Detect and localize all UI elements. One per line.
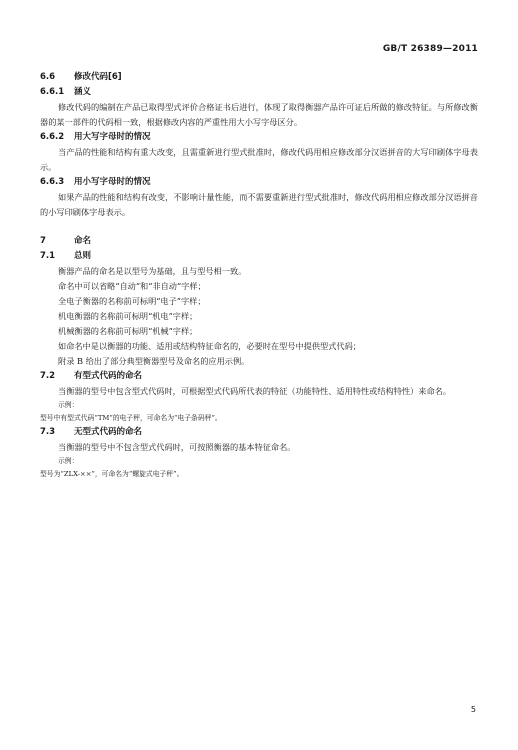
- heading-6-6: [40, 70, 478, 85]
- example-label: 示例：: [58, 401, 79, 409]
- paragraph-6-6-3: 如果产品的性能和结构有改变，不影响计量性能，而不需要重新进行型式批准时，修改代码用相应修改部分汉语拼音的小写印刷体字母表示。: [40, 192, 478, 217]
- paragraph-7-3: 当衡器的型号中不包含型式代码时，可按照衡器的基本特征命名。: [58, 442, 296, 452]
- heading-title: 有型式代码的命名: [74, 371, 143, 381]
- heading-7: [40, 234, 478, 249]
- heading-7-1: [40, 249, 478, 264]
- general-line: 机械衡器的名称前可标明“机械”字样；: [58, 326, 198, 336]
- heading-7-2: [40, 369, 478, 384]
- heading-title: 修改代码[6]: [74, 72, 122, 82]
- heading-title: 总则: [74, 251, 92, 261]
- heading-number: 7.2: [40, 371, 56, 381]
- standard-code: GB/T 26389—2011: [382, 44, 478, 54]
- heading-6-6-2: [40, 130, 478, 145]
- heading-title: 无型式代码的命名: [74, 427, 143, 437]
- paragraph-7-2: 当衡器的型号中包含型式代码时，可根据型式代码所代表的特征（功能特性、适用特性或结构特性）来命名。: [58, 386, 452, 396]
- example-label: 示例：: [58, 457, 79, 465]
- general-line: 附录 B 给出了部分典型衡器型号及命名的应用示例。: [58, 356, 250, 366]
- heading-number: 6.6.2: [40, 132, 65, 142]
- heading-number: 6.6.3: [40, 177, 65, 187]
- heading-number: 6.6.1: [40, 87, 65, 97]
- heading-7-3: [40, 425, 478, 440]
- heading-title: 用小写字母时的情况: [74, 177, 151, 187]
- heading-title: 涵义: [74, 87, 92, 97]
- general-line: 如命名中是以衡器的功能、适用或结构特征命名的，必要时在型号中提供型式代码；: [58, 341, 361, 351]
- paragraph-6-6-1: 修改代码的编制在产品已取得型式评价合格证书后进行，体现了取得衡器产品许可证后所做的修改特征。与所修改衡器的某一部件的代码相一致，根据修改内容的严重性用大小写字母区分。: [40, 102, 478, 127]
- heading-number: 7.1: [40, 251, 56, 261]
- heading-6-6-3: [40, 175, 478, 190]
- heading-number: 7.3: [40, 427, 56, 437]
- heading-6-6-1: [40, 85, 478, 100]
- page-number: 5: [470, 705, 476, 714]
- general-line: 机电衡器的名称前可标明“机电”字样；: [58, 311, 198, 321]
- example-text: 型号中有型式代码“TM”的电子秤，可命名为“电子条码秤”。: [40, 414, 222, 422]
- general-line: 衡器产品的命名是以型号为基础，且与型号相一致。: [58, 266, 247, 276]
- heading-number: 7: [40, 236, 46, 246]
- heading-title: 用大写字母时的情况: [74, 132, 151, 142]
- general-line: 命名中可以省略“自动”和“非自动”字样；: [58, 281, 206, 291]
- paragraph-6-6-2: 当产品的性能和结构有重大改变，且需重新进行型式批准时，修改代码用相应修改部分汉语拼音的大写印刷体字母表示。: [40, 147, 478, 172]
- section-spacer: [40, 220, 478, 234]
- document-body: [40, 70, 478, 481]
- example-text: 型号为“ZLX-××”，可命名为“螺旋式电子秤”。: [40, 470, 184, 478]
- heading-title: 命名: [74, 236, 92, 246]
- heading-number: 6.6: [40, 72, 56, 82]
- general-line: 全电子衡器的名称前可标明“电子”字样；: [58, 296, 206, 306]
